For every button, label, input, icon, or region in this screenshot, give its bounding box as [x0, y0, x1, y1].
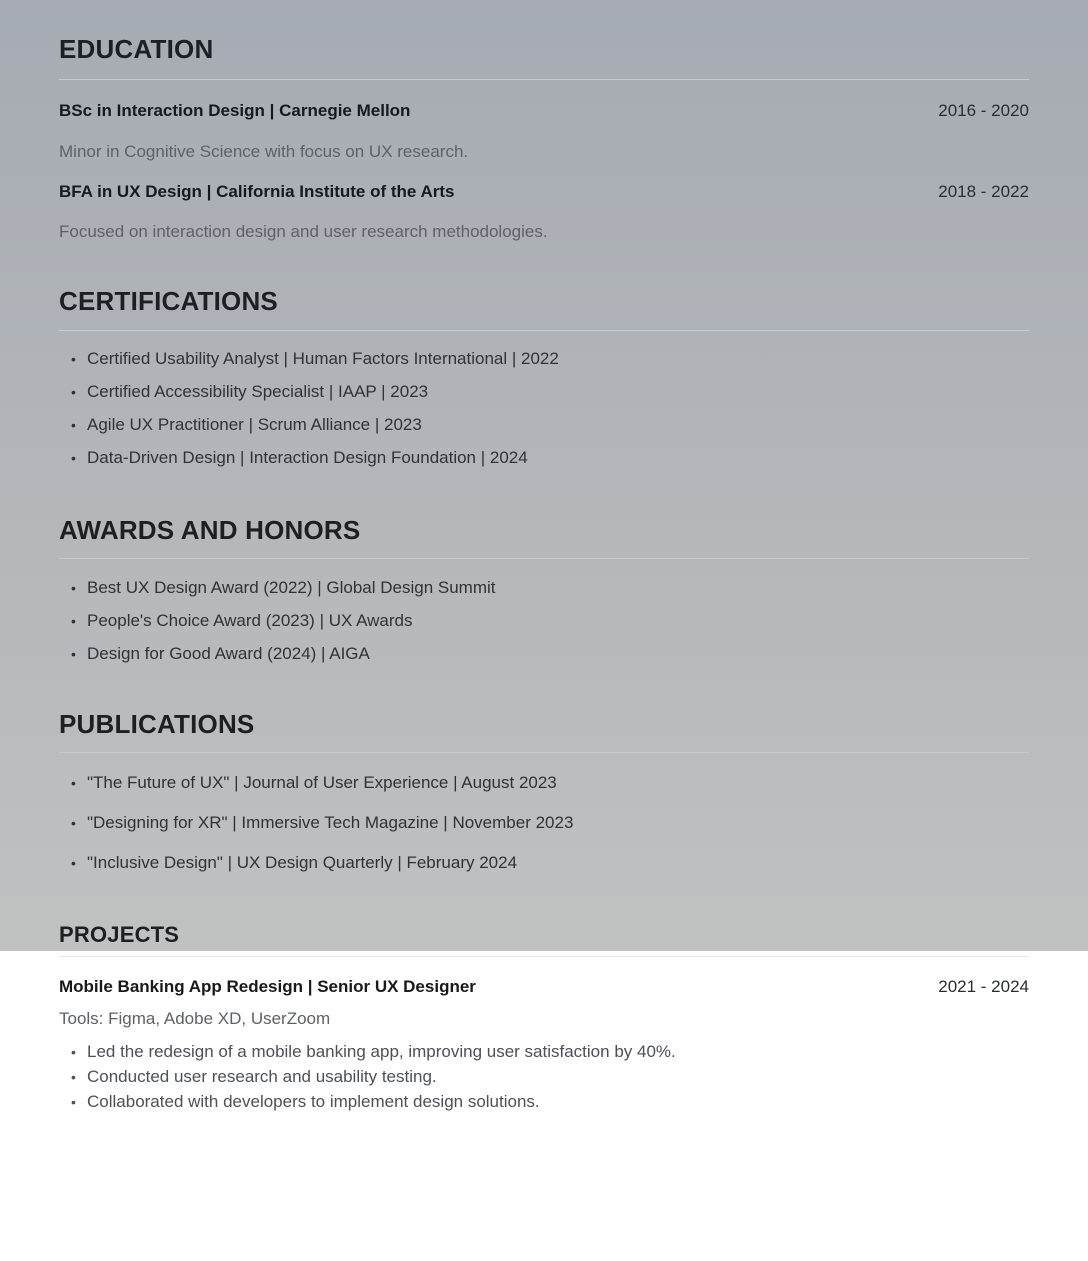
project-title: Mobile Banking App Redesign | Senior UX Designer [59, 977, 476, 996]
bullet-icon [71, 611, 76, 631]
education-entry [59, 101, 1029, 121]
section-title-education: EDUCATION [59, 34, 214, 64]
bullet-icon [71, 1042, 76, 1062]
publications-list [59, 773, 1029, 873]
list-item [59, 349, 1029, 369]
section-title-projects: PROJECTS [59, 922, 180, 947]
certifications-list [59, 349, 1029, 468]
list-item-text: People's Choice Award (2023) | UX Awards [87, 611, 413, 630]
list-item [59, 578, 1029, 598]
bullet-icon [71, 415, 76, 435]
list-item [59, 611, 1029, 631]
list-item [59, 1067, 1029, 1087]
bullet-icon [71, 448, 76, 468]
project-tools: Tools: Figma, Adobe XD, UserZoom [59, 1009, 331, 1028]
section-title-certifications: CERTIFICATIONS [59, 286, 278, 316]
project-bullets-list [59, 1042, 1029, 1112]
list-item [59, 1042, 1029, 1062]
awards-list [59, 578, 1029, 664]
section-divider [59, 330, 1029, 331]
section-divider [59, 558, 1029, 559]
date-range: 2018 - 2022 [938, 182, 1029, 201]
list-item-text: Collaborated with developers to implement design solutions. [87, 1092, 540, 1111]
degree-description: Minor in Cognitive Science with focus on UX research. [59, 142, 469, 161]
project-entry [59, 977, 1029, 997]
list-item [59, 644, 1029, 664]
degree-title: BSc in Interaction Design | Carnegie Mellon [59, 101, 411, 120]
date-range: 2021 - 2024 [938, 977, 1029, 996]
section-divider [59, 956, 1029, 957]
section-title-publications: PUBLICATIONS [59, 709, 255, 739]
list-item [59, 1092, 1029, 1112]
bullet-icon [71, 1092, 76, 1112]
list-item [59, 448, 1029, 468]
list-item [59, 382, 1029, 402]
section-divider [59, 752, 1029, 753]
list-item-text: Data-Driven Design | Interaction Design Foundation | 2024 [87, 448, 528, 467]
bullet-icon [71, 382, 76, 402]
bullet-icon [71, 644, 76, 664]
list-item-text: Design for Good Award (2024) | AIGA [87, 644, 370, 663]
list-item-text: "Inclusive Design" | UX Design Quarterly | February 2024 [87, 853, 518, 872]
bullet-icon [71, 578, 76, 598]
list-item [59, 415, 1029, 435]
list-item-text: Certified Accessibility Specialist | IAAP | 2023 [87, 382, 429, 401]
bullet-icon [71, 1067, 76, 1087]
list-item-text: "Designing for XR" | Immersive Tech Magazine | November 2023 [87, 813, 574, 832]
bullet-icon [71, 853, 76, 873]
list-item [59, 813, 1029, 833]
list-item-text: Agile UX Practitioner | Scrum Alliance | 2023 [87, 415, 422, 434]
list-item-text: Conducted user research and usability testing. [87, 1067, 437, 1086]
education-entry [59, 182, 1029, 202]
list-item [59, 773, 1029, 793]
bullet-icon [71, 773, 76, 793]
list-item-text: Best UX Design Award (2022) | Global Design Summit [87, 578, 496, 597]
list-item-text: Led the redesign of a mobile banking app, improving user satisfaction by 40%. [87, 1042, 676, 1061]
list-item-text: Certified Usability Analyst | Human Factors International | 2022 [87, 349, 559, 368]
section-divider [59, 79, 1029, 80]
section-title-awards: AWARDS AND HONORS [59, 515, 361, 545]
bullet-icon [71, 813, 76, 833]
degree-title: BFA in UX Design | California Institute of the Arts [59, 182, 455, 201]
bullet-icon [71, 349, 76, 369]
list-item-text: "The Future of UX" | Journal of User Experience | August 2023 [87, 773, 557, 792]
list-item [59, 853, 1029, 873]
date-range: 2016 - 2020 [938, 101, 1029, 120]
degree-description: Focused on interaction design and user research methodologies. [59, 222, 548, 241]
